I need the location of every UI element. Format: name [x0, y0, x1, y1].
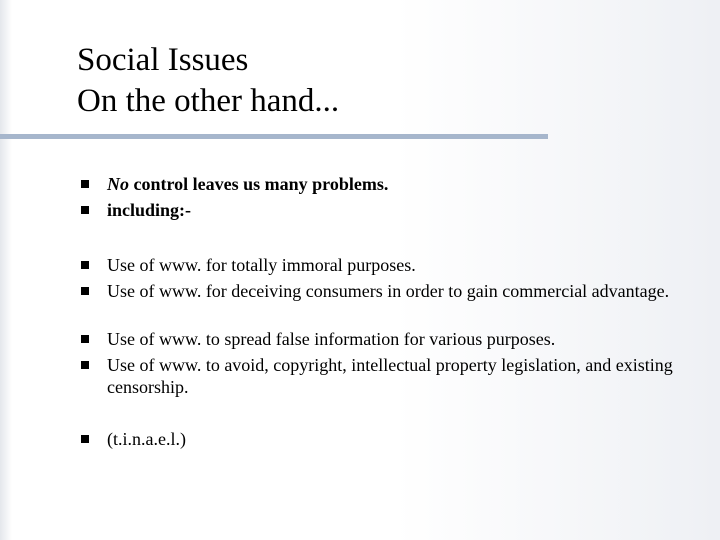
list-item: Use of www. for totally immoral purposes. [107, 255, 416, 275]
list-item [107, 173, 687, 195]
item-text: control leaves us many problems. [129, 174, 389, 194]
title-underline-rule [0, 134, 548, 139]
square-bullet-icon [81, 261, 89, 269]
list-item: Use of www. to spread false information for various purposes. [107, 329, 556, 349]
list-item: (t.i.n.a.e.l.) [107, 429, 186, 449]
slide-title [77, 40, 677, 122]
title-line-1: Social Issues [77, 42, 249, 78]
square-bullet-icon [81, 206, 89, 214]
square-bullet-icon [81, 287, 89, 295]
list-item: Use of www. for deceiving consumers in order to gain commercial advantage. [107, 281, 670, 301]
emphasis-text: No [107, 174, 129, 194]
title-line-2: On the other hand... [77, 83, 340, 119]
item-text: including:- [107, 200, 192, 220]
list-item: Use of www. to avoid, copyright, intellectual property legislation, and existing censorship. [107, 355, 673, 397]
list-item [107, 199, 687, 221]
left-gradient-band [0, 0, 12, 540]
square-bullet-icon [81, 435, 89, 443]
square-bullet-icon [81, 180, 89, 188]
square-bullet-icon [81, 335, 89, 343]
square-bullet-icon [81, 361, 89, 369]
